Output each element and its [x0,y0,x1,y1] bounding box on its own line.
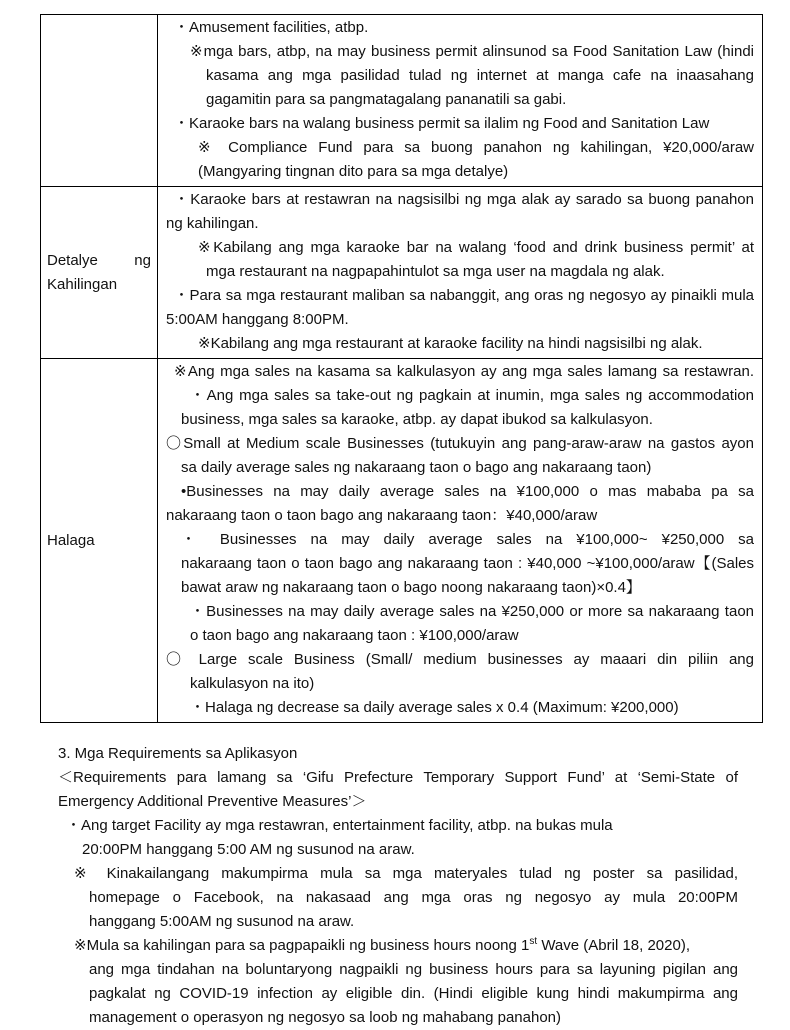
row-content [158,15,763,187]
requirement-note: ang mga tindahan na boluntaryong nagpaikli ng business hours para sa layuning pigilan ang [89,961,738,978]
content-line: ・Amusement facilities, atbp. [174,19,369,36]
row-label [41,187,158,359]
conditions-table [40,14,763,723]
row-content [158,359,763,723]
requirement-note: pagkalat ng COVID-19 infection ay eligible din. (Hindi eligible kung hindi makumpirma ang [89,985,738,1002]
content-line: kasama ang mga pasilidad tulad ng internet at manga cafe na inaasahang [206,67,754,84]
requirement-note [58,934,738,958]
row-label [41,15,158,187]
content-line: nakaraang taon o taon bago ang nakaraang taon : ¥40,000 ~¥100,000/araw【(Sales [181,555,754,572]
content-line: •Businesses na may daily average sales na ¥100,000 o mas mababa pa sa [181,483,754,500]
requirement-note: ※ Kinakailangang makumpirma mula sa mga materyales tulad ng poster sa pasilidad, [74,865,738,882]
content-line: nakaraang taon o taon bago ang nakaraang taon：¥40,000/araw [166,507,598,524]
content-line: sa daily average sales ng nakaraang taon o bago ang nakaraang taon) [181,459,652,476]
content-line: 〇Small at Medium scale Businesses (tutukuyin ang pang-araw-araw na gastos ayon [166,435,754,452]
content-line: ・Businesses na may daily average sales na ¥250,000 or more sa nakaraang taon [190,603,754,620]
content-line: ng kahilingan. [166,215,259,232]
row-label-line: Detalye ng [47,251,151,269]
content-line: ※ Compliance Fund para sa buong panahon ng kahilingan, ¥20,000/araw [198,139,754,156]
content-line: ・Ang mga sales sa take-out ng pagkain at inumin, mga sales ng accommodation [190,387,754,404]
content-line: ・Karaoke bars at restawran na nagsisilbi ng mga alak ay sarado sa buong panahon [174,191,754,208]
content-line: ※Kabilang ang mga restaurant at karaoke facility na hindi nagsisilbi ng alak. [198,335,703,352]
requirement-bullet: 20:00PM hanggang 5:00 AM ng susunod na araw. [82,841,415,858]
content-line: 〇 Large scale Business (Small/ medium businesses ay maaari din piliin ang [166,651,754,668]
content-line: 5:00AM hanggang 8:00PM. [166,311,349,328]
table-row [41,359,763,723]
content-line: bawat araw ng nakaraang taon o bago noong nakaraang taon)×0.4】 [181,579,641,596]
content-line: mga restaurant na nagpapahintulot sa mga user na magdala ng alak. [206,263,665,280]
content-line: ※Kabilang ang mga karaoke bar na walang ‘food and drink business permit’ at [198,239,754,256]
content-line: (Mangyaring tingnan dito para sa mga detalye) [198,163,509,180]
content-line: business, mga sales sa karaoke, atbp. ay dapat ibukod sa kalkulasyon. [181,411,653,428]
table-row [41,15,763,187]
content-line: ・ Businesses na may daily average sales na ¥100,000~ ¥250,000 sa [181,531,754,548]
section-intro: ＜Requirements para lamang sa ‘Gifu Prefecture Temporary Support Fund’ at ‘Semi-State of [58,769,738,786]
content-line: ・Karaoke bars na walang business permit sa ilalim ng Food and Sanitation Law [174,115,710,132]
superscript: st [529,936,538,947]
note-text: ※Mula sa kahilingan para sa pagpapaikli ng business hours noong 1 [74,937,530,954]
application-requirements-section [58,742,738,1030]
content-line: o taon bago ang nakaraang taon : ¥100,000/araw [190,627,519,644]
note-text: Wave (Abril 18, 2020), [537,937,690,954]
row-label: Halaga [41,359,158,723]
row-label-line: Kahilingan [47,275,118,293]
section-heading: 3. Mga Requirements sa Aplikasyon [58,745,298,762]
section-intro: Emergency Additional Preventive Measures’＞ [58,793,367,810]
content-line: ※mga bars, atbp, na may business permit alinsunod sa Food Sanitation Law (hindi [190,43,754,60]
row-content [158,187,763,359]
table-row [41,187,763,359]
requirement-bullet: ・Ang target Facility ay mga restawran, entertainment facility, atbp. na bukas mula [66,817,613,834]
content-line: kalkulasyon na ito) [190,675,315,692]
content-line: ※Ang mga sales na kasama sa kalkulasyon ay ang mga sales lamang sa restawran. [174,363,754,380]
content-line: gagamitin para sa pangmatagalang pananatili sa gabi. [206,91,567,108]
requirement-note: hanggang 5:00AM ng susunod na araw. [89,913,355,930]
requirement-note: management o operasyon ng negosyo sa loob ng mahabang panahon) [89,1009,562,1026]
content-line: ・Halaga ng decrease sa daily average sales x 0.4 (Maximum: ¥200,000) [190,699,679,716]
content-line: ・Para sa mga restaurant maliban sa nabanggit, ang oras ng negosyo ay pinaikli mula [174,287,754,304]
requirement-note: homepage o Facebook, na nakasaad ang mga oras ng negosyo ay mula 20:00PM [89,889,738,906]
